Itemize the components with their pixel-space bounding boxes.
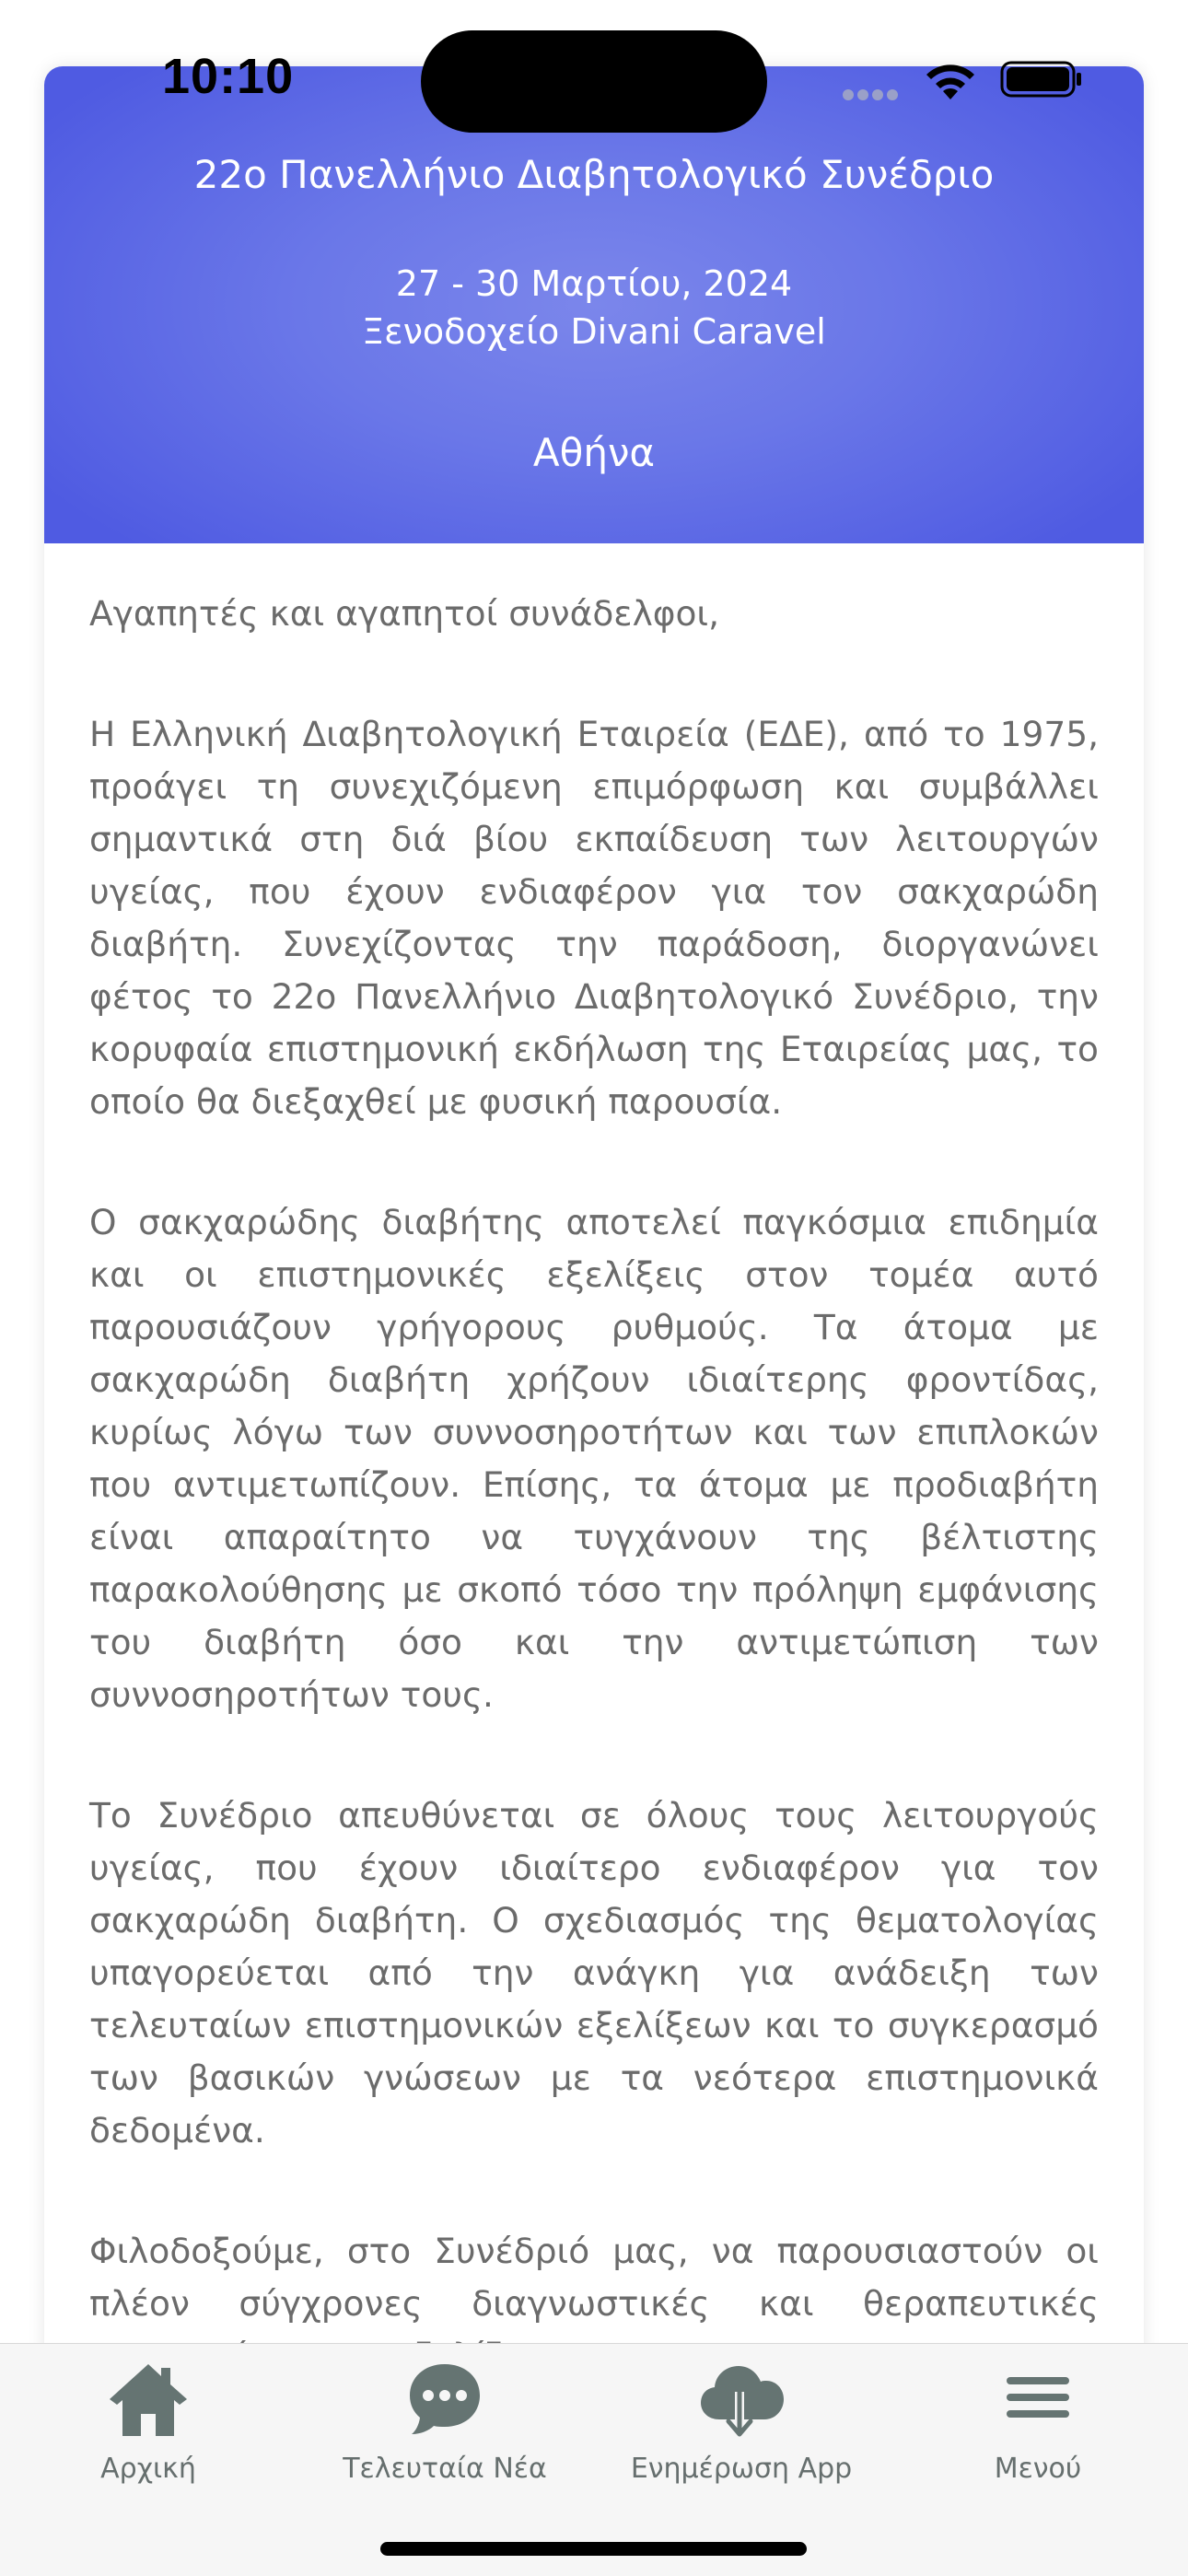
body-paragraph: Η Ελληνική Διαβητολογική Εταιρεία (ΕΔΕ), από το 1975, προάγει τη συνεχιζόμενη επιμόρφωση και συμβάλλει σημαντικά στη διά βίου εκπαίδευση των λειτουργών υγείας, που έχουν ενδιαφέρον για τον σακχαρώδη διαβήτη. Συνεχίζοντας την παράδοση, διοργανώνει φέτος το 22ο Πανελλήνιο Διαβητολογικό Συνέδριο, την κορυφαία επιστημονική εκδήλωση της Εταιρείας μας, το οποίο θα διεξαχθεί με φυσική παρουσία. bbox=[89, 714, 1099, 1122]
tab-latest-news[interactable] bbox=[297, 2344, 593, 2528]
conference-title: 22ο Πανελλήνιο Διαβητολογικό Συνέδριο bbox=[193, 152, 995, 197]
conference-header bbox=[44, 66, 1144, 543]
welcome-message bbox=[89, 588, 1099, 2451]
body-paragraph: Ο σακχαρώδης διαβήτης αποτελεί παγκόσμια επιδημία και οι επιστημονικές εξελίξεις στον τομέα αυτό παρουσιάζουν γρήγορους ρυθμούς. Τα άτομα με σακχαρώδη διαβήτη χρήζουν ιδιαίτερης φροντίδας, κυρίως λόγω των συννοσηροτήτων και των επιπλοκών που αντιμετωπίζουν. Επίσης, τα άτομα με προδιαβήτη είναι απαραίτητο να τυγχάνουν της βέλτιστης παρακολούθησης με σκοπό τόσο την πρόληψη εμφάνισης του διαβήτη όσο και την αντιμετώπιση των συννοσηροτήτων τους. bbox=[89, 1202, 1099, 1715]
conference-dates: 27 - 30 Μαρτίου, 2024 bbox=[395, 263, 793, 304]
conference-venue: Ξενοδοχείο Divani Caravel bbox=[362, 311, 826, 352]
tab-home-label: Αρχική bbox=[100, 2453, 196, 2485]
tab-menu[interactable] bbox=[890, 2344, 1186, 2528]
tab-app-update-label: Ενημέρωση App bbox=[630, 2453, 853, 2485]
cloud-download-icon bbox=[697, 2360, 786, 2443]
tab-app-update[interactable] bbox=[593, 2344, 890, 2528]
conference-card bbox=[44, 66, 1144, 2575]
tab-home[interactable] bbox=[0, 2344, 297, 2528]
body-paragraph: Το Συνέδριο απευθύνεται σε όλους τους λειτουργούς υγείας, που έχουν ιδιαίτερο ενδιαφέρον για τον σακχαρώδη διαβήτη. Ο σχεδιασμός της θεματολογίας υπαγορεύεται από την ανάγκη για ανάδειξη των τελευταίων επιστημονικών εξελίξεων και το συγκερασμό των βασικών γνώσεων με τα νεότερα επιστημονικά δεδομένα. bbox=[89, 1795, 1099, 2151]
greeting-paragraph: Αγαπητές και αγαπητοί συνάδελφοι, bbox=[89, 593, 720, 634]
home-indicator[interactable] bbox=[380, 2542, 807, 2556]
tab-latest-news-label: Τελευταία Νέα bbox=[343, 2453, 547, 2485]
status-time: 10:10 bbox=[162, 49, 295, 104]
conference-city: Αθήνα bbox=[532, 430, 656, 475]
home-icon bbox=[106, 2360, 191, 2438]
body-paragraph: Φιλοδοξούμε, στο Συνέδριό μας, να παρουσιαστούν οι πλέον σύγχρονες διαγνωστικές και θεραπευτικές bbox=[89, 2231, 1099, 2324]
hamburger-menu-icon bbox=[1005, 2360, 1071, 2434]
tab-menu-label: Μενού bbox=[994, 2453, 1082, 2485]
chat-bubble-icon bbox=[406, 2360, 483, 2438]
